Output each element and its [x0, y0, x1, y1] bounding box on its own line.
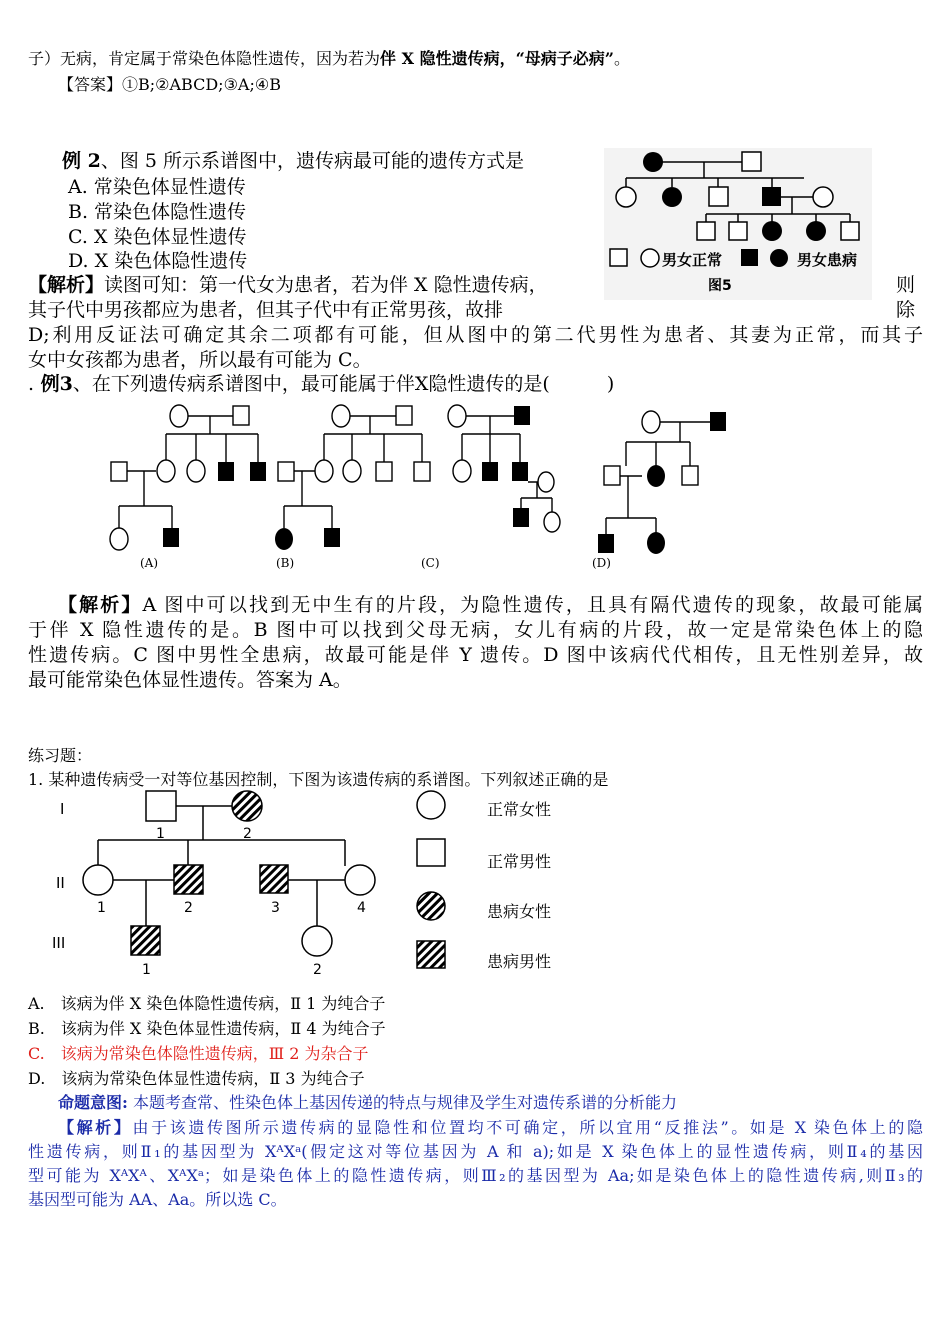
q1-analysis-l1 [58, 1115, 923, 1138]
ex2-question [62, 146, 524, 173]
pedigree-d-affected-male [710, 412, 726, 431]
pedigree-a-affected-male [250, 462, 266, 481]
legend-affected-male-icon [417, 941, 445, 968]
q1-analysis-l2: 性遗传病，则Ⅱ₁的基因型为 XᴬXᵃ(假定这对等位基因为 A 和 a);如是 X 染色体上的显性遗传病，则Ⅱ₄的基因 [28, 1142, 923, 1161]
pedigree-b-affected-female [275, 528, 293, 550]
q1-ii4-normal-female [345, 865, 375, 895]
ex3-pedigrees [100, 400, 740, 570]
panel-label-d: (D) [592, 556, 611, 570]
ex2-analysis-tag: 【解析】 [28, 274, 105, 296]
q1-option-b: B. 该病为伴 X 染色体显性遗传病，Ⅱ 4 为纯合子 [28, 1019, 386, 1038]
q1-iii1-affected-male [131, 926, 160, 955]
ex2-analysis-l2: 其子代中男孩都应为患者，但其子代中有正常男孩，故排 [28, 299, 504, 321]
pedigree-c-affected-male [512, 462, 528, 481]
ex3-analysis-l2: 于伴 X 隐性遗传的是。B 图中可以找到父母无病，女儿有病的片段，故一定是常染色体上的隐 [28, 619, 923, 641]
panel-label-b: (B) [276, 556, 295, 570]
pedigree-c-affected-male [482, 462, 498, 481]
gen-label-iii: III [52, 934, 66, 952]
q1-option-d: D. 该病为常染色体显性遗传病，Ⅱ 3 为纯合子 [28, 1069, 365, 1088]
pedigree-affected-male [762, 187, 781, 206]
pedigree-a-normal-male [233, 406, 249, 425]
ex2-option-a: A. 常染色体显性遗传 [68, 176, 246, 198]
q1-option-a: A. 该病为伴 X 染色体隐性遗传病，Ⅱ 1 为纯合子 [28, 994, 386, 1013]
top-line-bold: 伴 X 隐性遗传病，“母病子必病” [380, 49, 614, 68]
ind-label-ii4: 4 [357, 900, 366, 916]
q1-analysis-l3: 型可能为 XᴬXᴬ、XᴬXᵃ；如是染色体上的隐性遗传病，则Ⅲ₂的基因型为 Aa;如是染色体上的隐性遗传病,则Ⅱ₃的 [28, 1166, 923, 1185]
pedigree-c-normal-female [448, 405, 466, 427]
q1-ii2-affected-male [174, 865, 203, 894]
pedigree-a-normal-female [157, 460, 175, 482]
pedigree-b-normal-female [315, 460, 333, 482]
pedigree-d-normal-male [604, 466, 620, 485]
ex3-analysis-l1-text: A 图中可以找到无中生有的片段，为隐性遗传，且具有隔代遗传的现象，故最可能属 [142, 594, 923, 616]
pedigree-b-normal-female [343, 460, 361, 482]
ex3-analysis-l1 [58, 590, 923, 617]
pedigree-b-normal-female [332, 405, 350, 427]
pedigree-a-normal-female [170, 405, 188, 427]
ex3-prefix: . [28, 373, 35, 395]
ind-label-iii1: 1 [142, 962, 151, 978]
practice-heading: 练习题： [28, 746, 93, 765]
pedigree-affected-female [762, 221, 782, 241]
figure-5-legend-affected: 男女患病 [797, 251, 858, 269]
ind-label-i2: 2 [243, 826, 252, 842]
ex3-label: 例3 [34, 373, 73, 395]
ex2-analysis-l2-end: 除 [896, 299, 916, 321]
pedigree-a-normal-male [111, 462, 127, 481]
legend-affected-male: 患病男性 [487, 952, 552, 971]
ex2-analysis-l1-end: 则 [896, 274, 916, 296]
ex2-option-c: C. X 染色体显性遗传 [68, 226, 247, 248]
ex2-analysis-l3: D;利用反证法可确定其余二项都有可能，但从图中的第二代男性为患者、其妻为正常，而其子 [28, 324, 923, 346]
q1-option-c: C. 该病为常染色体隐性遗传病，Ⅲ 2 为杂合子 [28, 1044, 369, 1063]
ex2-option-b: B. 常染色体隐性遗传 [68, 201, 247, 223]
gen-label-ii: II [56, 874, 65, 892]
ex3-question-text: 、在下列遗传病系谱图中，最可能属于伴X隐性遗传的是( ) [72, 373, 615, 395]
intent-text: 本题考查常、性染色体上基因传递的特点与规律及学生对遗传系谱的分析能力 [127, 1093, 678, 1112]
legend-normal-male-icon [610, 249, 627, 266]
pedigree-normal-female [813, 187, 833, 207]
ex3-analysis-l3: 性遗传病。C 图中男性全患病，故最可能是伴 Y 遗传。D 图中该病代代相传，且无性别差异，故 [28, 644, 923, 666]
pedigree-normal-male [742, 152, 761, 171]
q1-pedigree [40, 788, 560, 984]
legend-affected-male-icon [741, 249, 758, 266]
ind-label-ii2: 2 [184, 900, 193, 916]
q1-i2-affected-female [232, 791, 262, 821]
legend-normal-female-icon [641, 249, 659, 267]
q1-analysis-tag: 【解析】 [58, 1118, 133, 1137]
legend-normal-male: 正常男性 [487, 852, 552, 871]
pedigree-b-normal-male [376, 462, 392, 481]
ind-label-iii2: 2 [313, 962, 322, 978]
q1-analysis-l4: 基因型可能为 AA、Aa。所以选 C。 [28, 1190, 287, 1209]
pedigree-normal-male [697, 222, 715, 240]
pedigree-a-normal-female [110, 528, 128, 550]
top-line-end: 。 [613, 49, 630, 68]
pedigree-d-normal-male [682, 466, 698, 485]
ex2-label: 例 2 [62, 150, 101, 172]
q1-iii2-normal-female [302, 926, 332, 956]
ex2-question-text: 、图 5 所示系谱图中，遗传病最可能的遗传方式是 [100, 150, 525, 172]
pedigree-affected-female [662, 187, 682, 207]
pedigree-d-affected-female [647, 532, 665, 554]
intent-line [58, 1090, 677, 1113]
pedigree-c-affected-male [513, 508, 529, 527]
pedigree-a-affected-male [218, 462, 234, 481]
pedigree-c-affected-male [514, 406, 530, 425]
ind-label-ii3: 3 [271, 900, 280, 916]
panel-label-a: (A) [140, 556, 159, 570]
legend-affected-female-icon [417, 892, 445, 920]
pedigree-b-affected-male [324, 528, 340, 547]
ind-label-i1: 1 [156, 826, 165, 842]
pedigree-b-normal-male [396, 406, 412, 425]
pedigree-a-affected-male [163, 528, 179, 547]
legend-normal-male-icon [417, 839, 445, 866]
figure-5-legend-normal: 男女正常 [662, 251, 723, 269]
legend-affected-female-icon [770, 249, 788, 267]
panel-label-c: (C) [421, 556, 440, 570]
pedigree-normal-male [841, 222, 859, 240]
legend-normal-female: 正常女性 [487, 800, 552, 819]
ex2-analysis-l1 [28, 270, 548, 297]
legend-affected-female: 患病女性 [487, 902, 552, 921]
figure-5-caption: 图5 [708, 278, 732, 294]
ex3-analysis-tag: 【解析】 [58, 594, 143, 616]
intent-tag: 命题意图: [58, 1093, 128, 1112]
ex2-option-d: D. X 染色体隐性遗传 [68, 250, 248, 272]
gen-label-i: I [60, 800, 65, 818]
ex2-analysis-l1-text: 读图可知：第一代女为患者，若为伴 X 隐性遗传病， [104, 274, 548, 296]
q1-i1-normal-male [146, 791, 176, 821]
pedigree-b-normal-male [414, 462, 430, 481]
pedigree-b-normal-male [278, 462, 294, 481]
q1-ii1-normal-female [83, 865, 113, 895]
pedigree-c-normal-female [544, 512, 560, 532]
pedigree-a-normal-female [187, 460, 205, 482]
figure-5-pedigree [604, 148, 872, 300]
pedigree-d-normal-female [642, 411, 660, 433]
pedigree-affected-female [806, 221, 826, 241]
pedigree-d-affected-male [598, 534, 614, 553]
ex3-question [28, 369, 614, 396]
practice-q1: 1. 某种遗传病受一对等位基因控制，下图为该遗传病的系谱图。下列叙述正确的是 [28, 770, 609, 789]
top-line [28, 46, 630, 69]
legend-normal-female-icon [417, 791, 445, 819]
ex2-analysis-l4: 女中女孩都为患者，所以最有可能为 C。 [28, 349, 372, 371]
answer-line: 【答案】①B;②ABCD;③A;④B [58, 75, 281, 94]
q1-ii3-affected-male [260, 865, 288, 893]
q1-analysis-l1-text: 由于该遗传图所示遗传病的显隐性和位置均不可确定，所以宜用“反推法”。如是 X 染色体上的隐 [132, 1118, 923, 1137]
pedigree-normal-male [709, 187, 728, 206]
pedigree-normal-male [729, 222, 747, 240]
ind-label-ii1: 1 [97, 900, 106, 916]
top-line-text: 子）无病，肯定属于常染色体隐性遗传，因为若为 [28, 49, 381, 68]
pedigree-affected-female [643, 152, 663, 172]
pedigree-c-normal-female [453, 460, 471, 482]
pedigree-normal-female [616, 187, 636, 207]
ex3-analysis-l4: 最可能常染色体显性遗传。答案为 A。 [28, 669, 352, 691]
pedigree-d-affected-female [647, 465, 665, 487]
pedigree-c-normal-female [538, 472, 554, 492]
